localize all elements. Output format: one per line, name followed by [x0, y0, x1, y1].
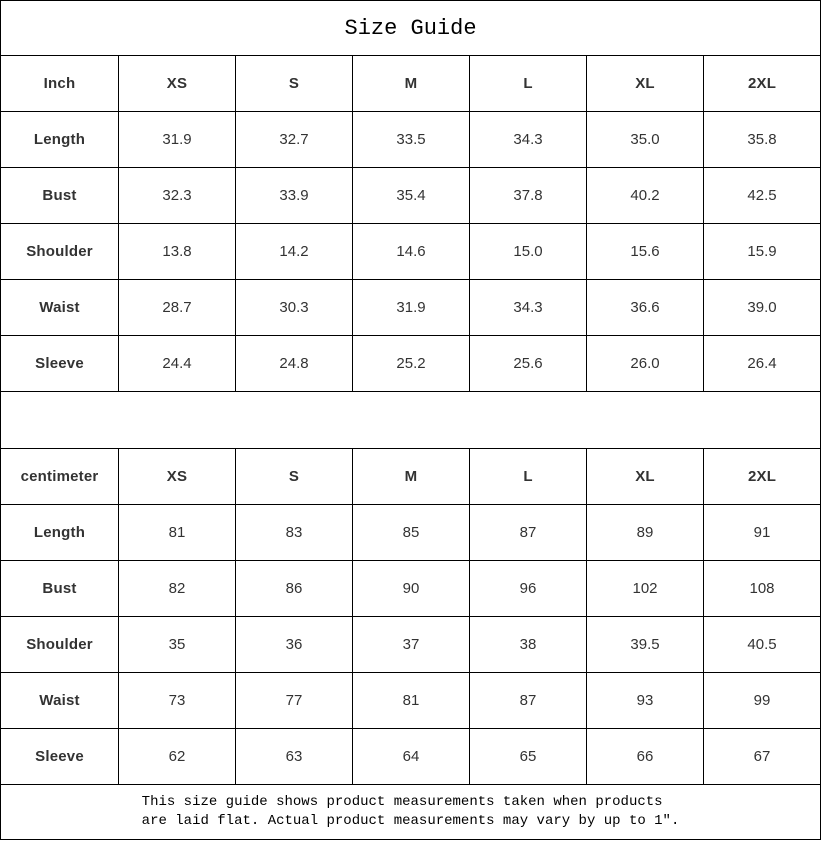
cell-value: 39.0 [704, 280, 821, 336]
cell-value: 93 [587, 673, 704, 729]
table-row-inch-waist [1, 280, 821, 336]
size-header-s: S [236, 56, 353, 112]
cell-value: 32.3 [119, 168, 236, 224]
cell-value: 83 [236, 505, 353, 561]
cell-value: 64 [353, 729, 470, 785]
cell-value: 33.5 [353, 112, 470, 168]
table-row-cm-bust [1, 561, 821, 617]
row-label: Sleeve [1, 336, 119, 392]
cell-value: 15.0 [470, 224, 587, 280]
cell-value: 40.2 [587, 168, 704, 224]
spacer-row [1, 392, 821, 449]
row-label: Sleeve [1, 729, 119, 785]
row-label: Length [1, 505, 119, 561]
cell-value: 35.8 [704, 112, 821, 168]
cell-value: 86 [236, 561, 353, 617]
cell-value: 90 [353, 561, 470, 617]
cell-value: 30.3 [236, 280, 353, 336]
footer-note [1, 785, 821, 840]
cell-value: 37 [353, 617, 470, 673]
cell-value: 24.8 [236, 336, 353, 392]
cell-value: 63 [236, 729, 353, 785]
cell-value: 14.2 [236, 224, 353, 280]
cell-value: 39.5 [587, 617, 704, 673]
cell-value: 26.0 [587, 336, 704, 392]
cell-value: 37.8 [470, 168, 587, 224]
cell-value: 31.9 [353, 280, 470, 336]
footer-note-text [142, 793, 680, 831]
cell-value: 35.0 [587, 112, 704, 168]
cell-value: 15.9 [704, 224, 821, 280]
page-title: Size Guide [1, 1, 821, 56]
unit-header-centimeter: centimeter [1, 449, 119, 505]
cell-value: 34.3 [470, 112, 587, 168]
table-row-cm-shoulder [1, 617, 821, 673]
footer-line-2: are laid flat. Actual product measurements may vary by up to 1″. [141, 813, 680, 829]
footer-row [1, 785, 821, 840]
row-label: Shoulder [1, 617, 119, 673]
cell-value: 108 [704, 561, 821, 617]
centimeter-header-row [1, 449, 821, 505]
unit-header-inch: Inch [1, 56, 119, 112]
cell-value: 65 [470, 729, 587, 785]
table-row-cm-length [1, 505, 821, 561]
title-row [1, 1, 821, 56]
table-row-inch-shoulder [1, 224, 821, 280]
cell-value: 99 [704, 673, 821, 729]
cell-value: 89 [587, 505, 704, 561]
cell-value: 73 [119, 673, 236, 729]
row-label: Shoulder [1, 224, 119, 280]
size-header-xs: XS [119, 449, 236, 505]
row-label: Length [1, 112, 119, 168]
cell-value: 82 [119, 561, 236, 617]
cell-value: 62 [119, 729, 236, 785]
spacer-cell [1, 392, 821, 449]
cell-value: 13.8 [119, 224, 236, 280]
cell-value: 87 [470, 505, 587, 561]
cell-value: 77 [236, 673, 353, 729]
cell-value: 67 [704, 729, 821, 785]
cell-value: 42.5 [704, 168, 821, 224]
cell-value: 91 [704, 505, 821, 561]
cell-value: 35.4 [353, 168, 470, 224]
cell-value: 25.6 [470, 336, 587, 392]
cell-value: 36.6 [587, 280, 704, 336]
cell-value: 96 [470, 561, 587, 617]
cell-value: 81 [119, 505, 236, 561]
size-header-s: S [236, 449, 353, 505]
footer-line-1: This size guide shows product measurements taken when products [141, 794, 663, 810]
size-header-2xl: 2XL [704, 56, 821, 112]
table-row-inch-bust [1, 168, 821, 224]
size-header-2xl: 2XL [704, 449, 821, 505]
cell-value: 35 [119, 617, 236, 673]
table-row-inch-sleeve [1, 336, 821, 392]
size-header-xs: XS [119, 56, 236, 112]
size-header-m: M [353, 56, 470, 112]
table-row-inch-length [1, 112, 821, 168]
size-header-l: L [470, 56, 587, 112]
cell-value: 85 [353, 505, 470, 561]
row-label: Waist [1, 673, 119, 729]
cell-value: 28.7 [119, 280, 236, 336]
row-label: Bust [1, 561, 119, 617]
cell-value: 102 [587, 561, 704, 617]
cell-value: 66 [587, 729, 704, 785]
inch-header-row [1, 56, 821, 112]
cell-value: 24.4 [119, 336, 236, 392]
cell-value: 38 [470, 617, 587, 673]
cell-value: 81 [353, 673, 470, 729]
cell-value: 25.2 [353, 336, 470, 392]
table-row-cm-sleeve [1, 729, 821, 785]
cell-value: 40.5 [704, 617, 821, 673]
row-label: Bust [1, 168, 119, 224]
cell-value: 87 [470, 673, 587, 729]
cell-value: 31.9 [119, 112, 236, 168]
size-header-xl: XL [587, 56, 704, 112]
cell-value: 26.4 [704, 336, 821, 392]
cell-value: 14.6 [353, 224, 470, 280]
size-header-xl: XL [587, 449, 704, 505]
row-label: Waist [1, 280, 119, 336]
cell-value: 15.6 [587, 224, 704, 280]
table-row-cm-waist [1, 673, 821, 729]
size-header-l: L [470, 449, 587, 505]
cell-value: 32.7 [236, 112, 353, 168]
size-header-m: M [353, 449, 470, 505]
cell-value: 33.9 [236, 168, 353, 224]
cell-value: 36 [236, 617, 353, 673]
cell-value: 34.3 [470, 280, 587, 336]
